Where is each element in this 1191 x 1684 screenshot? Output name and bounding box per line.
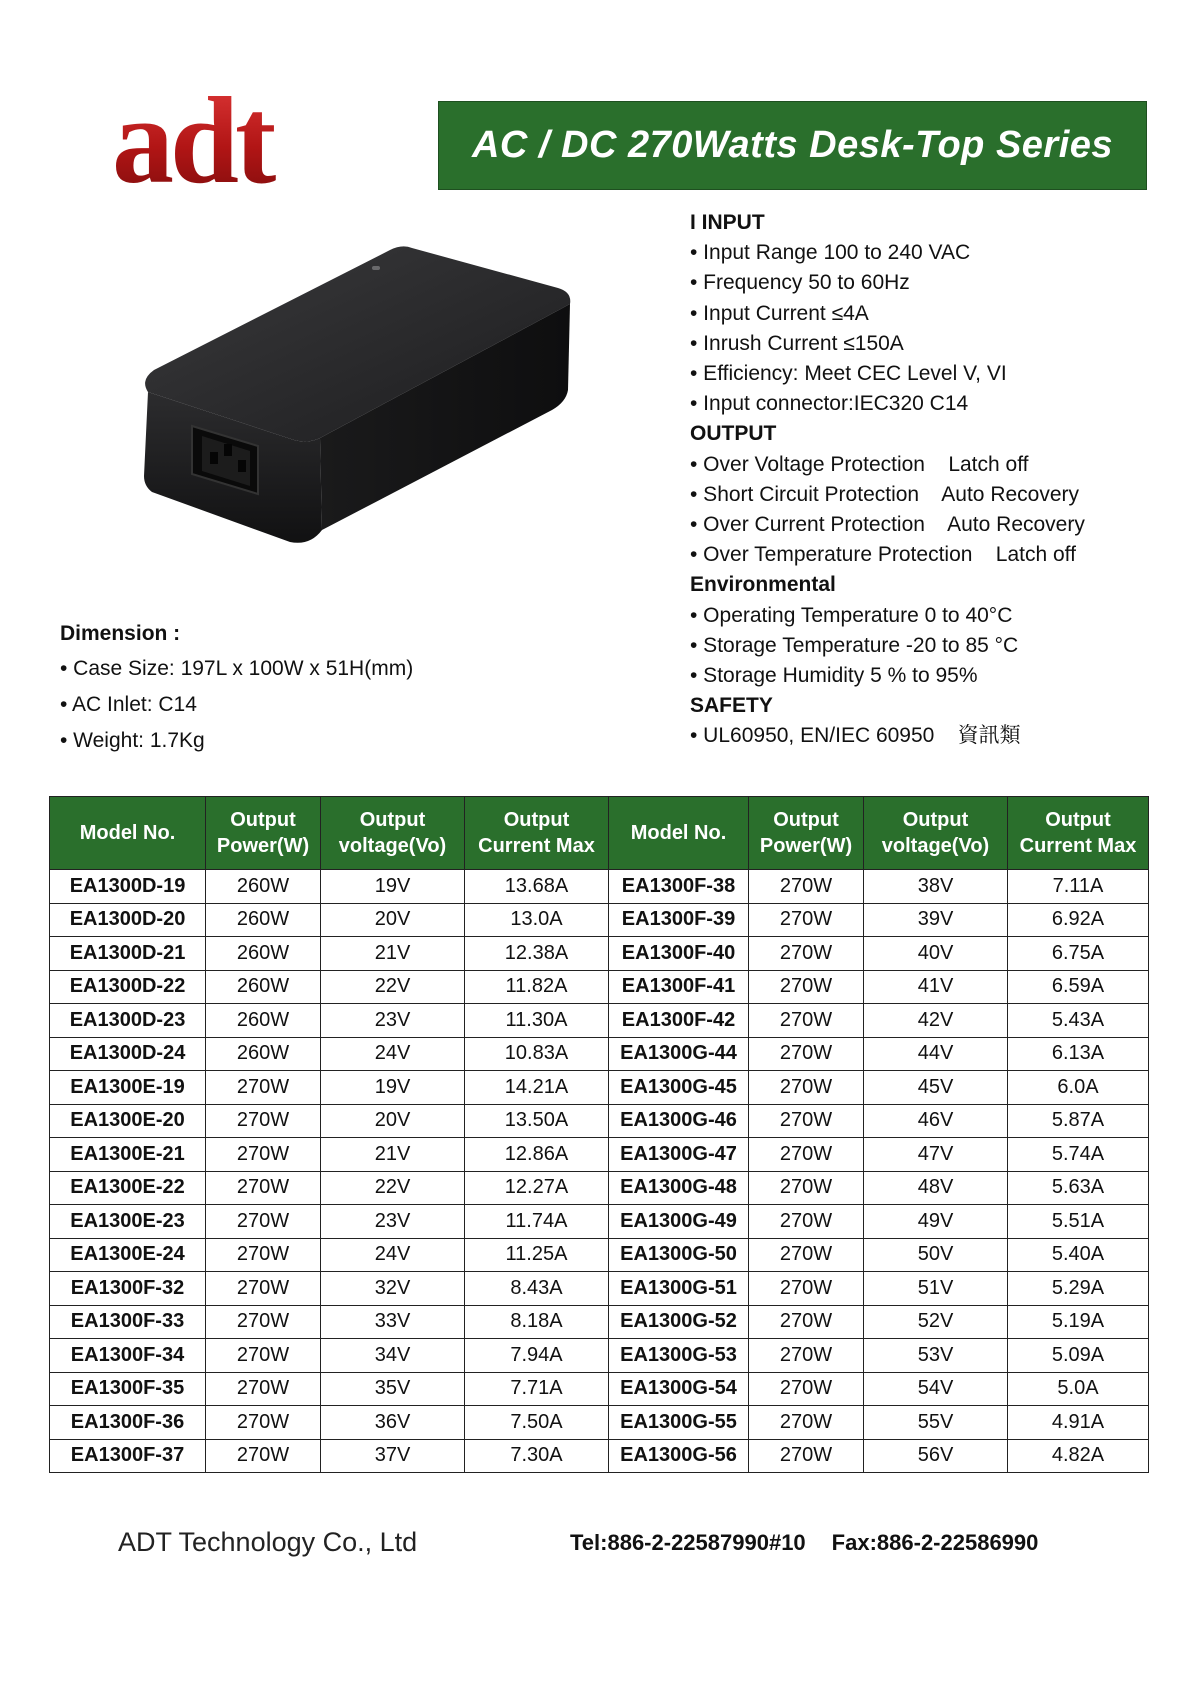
column-header: Output voltage(Vo) (864, 797, 1008, 870)
value-cell: 260W (206, 937, 321, 971)
value-cell: 5.74A (1008, 1138, 1149, 1172)
spec-item: • Input Current ≤4A (690, 301, 869, 325)
adt-logo (112, 76, 352, 206)
table-row (50, 870, 1149, 904)
value-cell: 24V (321, 1238, 465, 1272)
column-header: Output Power(W) (206, 797, 321, 870)
model-cell: EA1300F-42 (609, 1004, 749, 1038)
model-cell: EA1300G-51 (609, 1272, 749, 1306)
spec-item: • Short Circuit Protection Auto Recovery (690, 482, 1080, 506)
column-header: Output Current Max (465, 797, 609, 870)
value-cell: 51V (864, 1272, 1008, 1306)
value-cell: 52V (864, 1305, 1008, 1339)
value-cell: 270W (206, 1272, 321, 1306)
value-cell: 7.50A (465, 1406, 609, 1440)
value-cell: 49V (864, 1205, 1008, 1239)
value-cell: 11.74A (465, 1205, 609, 1239)
dimension-item: • Weight: 1.7Kg (60, 729, 205, 752)
value-cell: 270W (749, 1004, 864, 1038)
company-name: ADT Technology Co., Ltd (118, 1527, 418, 1557)
value-cell: 47V (864, 1138, 1008, 1172)
value-cell: 23V (321, 1205, 465, 1239)
value-cell: 7.11A (1008, 870, 1149, 904)
value-cell: 270W (749, 937, 864, 971)
column-header: Model No. (609, 797, 749, 870)
table-row (50, 1205, 1149, 1239)
value-cell: 50V (864, 1238, 1008, 1272)
table-row (50, 1339, 1149, 1373)
table-row (50, 1406, 1149, 1440)
table-row (50, 1372, 1149, 1406)
model-cell: EA1300F-33 (50, 1305, 206, 1339)
value-cell: 36V (321, 1406, 465, 1440)
model-cell: EA1300E-24 (50, 1238, 206, 1272)
value-cell: 270W (749, 1071, 864, 1105)
table-row (50, 1004, 1149, 1038)
value-cell: 270W (749, 1104, 864, 1138)
column-header: Output voltage(Vo) (321, 797, 465, 870)
column-header: Output Power(W) (749, 797, 864, 870)
value-cell: 270W (749, 1372, 864, 1406)
model-cell: EA1300F-36 (50, 1406, 206, 1440)
model-cell: EA1300F-32 (50, 1272, 206, 1306)
spec-heading: I INPUT (690, 211, 765, 234)
model-cell: EA1300D-21 (50, 937, 206, 971)
value-cell: 32V (321, 1272, 465, 1306)
model-cell: EA1300E-21 (50, 1138, 206, 1172)
value-cell: 53V (864, 1339, 1008, 1373)
value-cell: 270W (749, 903, 864, 937)
value-cell: 7.30A (465, 1439, 609, 1473)
value-cell: 260W (206, 903, 321, 937)
value-cell: 270W (749, 1238, 864, 1272)
spec-item: • Frequency 50 to 60Hz (690, 271, 910, 295)
model-cell: EA1300F-37 (50, 1439, 206, 1473)
value-cell: 5.51A (1008, 1205, 1149, 1239)
value-cell: 5.29A (1008, 1272, 1149, 1306)
value-cell: 270W (206, 1171, 321, 1205)
model-cell: EA1300F-35 (50, 1372, 206, 1406)
table-row (50, 1138, 1149, 1172)
model-cell: EA1300D-23 (50, 1004, 206, 1038)
value-cell: 7.94A (465, 1339, 609, 1373)
value-cell: 5.19A (1008, 1305, 1149, 1339)
spec-item: • Over Temperature Protection Latch off (690, 543, 1076, 567)
value-cell: 24V (321, 1037, 465, 1071)
value-cell: 19V (321, 1071, 465, 1105)
value-cell: 270W (749, 1205, 864, 1239)
title-banner (438, 101, 1147, 190)
table-row (50, 903, 1149, 937)
value-cell: 14.21A (465, 1071, 609, 1105)
spec-item: • Input Range 100 to 240 VAC (690, 241, 971, 265)
value-cell: 48V (864, 1171, 1008, 1205)
specifications-list (690, 208, 1170, 752)
model-cell: EA1300D-24 (50, 1037, 206, 1071)
value-cell: 11.82A (465, 970, 609, 1004)
model-cell: EA1300G-49 (609, 1205, 749, 1239)
value-cell: 6.13A (1008, 1037, 1149, 1071)
spec-item: • Over Current Protection Auto Recovery (690, 513, 1085, 537)
power-adapter-image (140, 230, 580, 600)
value-cell: 270W (206, 1238, 321, 1272)
fax: Fax:886-2-22586990 (831, 1530, 1039, 1555)
value-cell: 270W (206, 1339, 321, 1373)
dimension-item: • AC Inlet: C14 (60, 693, 197, 716)
value-cell: 12.27A (465, 1171, 609, 1205)
column-header: Output Current Max (1008, 797, 1149, 870)
value-cell: 45V (864, 1071, 1008, 1105)
dimension-item: • Case Size: 197L x 100W x 51H(mm) (60, 657, 414, 680)
value-cell: 260W (206, 1004, 321, 1038)
table-row (50, 937, 1149, 971)
value-cell: 41V (864, 970, 1008, 1004)
value-cell: 46V (864, 1104, 1008, 1138)
telephone: Tel:886-2-22587990#10 (570, 1530, 806, 1555)
value-cell: 260W (206, 1037, 321, 1071)
model-cell: EA1300F-41 (609, 970, 749, 1004)
value-cell: 270W (206, 1439, 321, 1473)
value-cell: 6.75A (1008, 937, 1149, 971)
table-row (50, 1238, 1149, 1272)
table-row (50, 1171, 1149, 1205)
table-row (50, 1272, 1149, 1306)
value-cell: 21V (321, 937, 465, 971)
table-row (50, 1305, 1149, 1339)
value-cell: 5.09A (1008, 1339, 1149, 1373)
value-cell: 270W (206, 1406, 321, 1440)
value-cell: 8.18A (465, 1305, 609, 1339)
value-cell: 20V (321, 1104, 465, 1138)
value-cell: 19V (321, 870, 465, 904)
value-cell: 37V (321, 1439, 465, 1473)
value-cell: 33V (321, 1305, 465, 1339)
value-cell: 270W (749, 970, 864, 1004)
value-cell: 12.38A (465, 937, 609, 971)
value-cell: 270W (206, 1205, 321, 1239)
value-cell: 4.91A (1008, 1406, 1149, 1440)
value-cell: 8.43A (465, 1272, 609, 1306)
value-cell: 10.83A (465, 1037, 609, 1071)
contact-info (570, 1530, 1038, 1556)
spec-item: • Efficiency: Meet CEC Level V, VI (690, 362, 1007, 386)
value-cell: 270W (206, 1071, 321, 1105)
dimension-heading: Dimension : (60, 622, 181, 645)
model-cell: EA1300F-34 (50, 1339, 206, 1373)
value-cell: 11.25A (465, 1238, 609, 1272)
value-cell: 55V (864, 1406, 1008, 1440)
table-header-row (50, 797, 1149, 870)
spec-heading: Environmental (690, 573, 836, 597)
value-cell: 5.43A (1008, 1004, 1149, 1038)
value-cell: 270W (206, 1104, 321, 1138)
value-cell: 54V (864, 1372, 1008, 1406)
value-cell: 21V (321, 1138, 465, 1172)
spec-item: • Input connector:IEC320 C14 (690, 392, 969, 416)
value-cell: 270W (749, 1272, 864, 1306)
value-cell: 6.92A (1008, 903, 1149, 937)
spec-heading: SAFETY (690, 694, 773, 718)
model-cell: EA1300D-22 (50, 970, 206, 1004)
value-cell: 23V (321, 1004, 465, 1038)
value-cell: 40V (864, 937, 1008, 971)
value-cell: 6.0A (1008, 1071, 1149, 1105)
model-cell: EA1300G-48 (609, 1171, 749, 1205)
value-cell: 270W (749, 1305, 864, 1339)
table-row (50, 1071, 1149, 1105)
model-cell: EA1300G-50 (609, 1238, 749, 1272)
value-cell: 38V (864, 870, 1008, 904)
value-cell: 270W (749, 1406, 864, 1440)
value-cell: 22V (321, 970, 465, 1004)
spec-item: • Inrush Current ≤150A (690, 331, 904, 355)
value-cell: 5.40A (1008, 1238, 1149, 1272)
model-cell: EA1300E-23 (50, 1205, 206, 1239)
spec-item: • Storage Temperature -20 to 85 °C (690, 633, 1019, 657)
model-cell: EA1300D-20 (50, 903, 206, 937)
value-cell: 270W (749, 1037, 864, 1071)
table-row (50, 1439, 1149, 1473)
value-cell: 34V (321, 1339, 465, 1373)
table-row (50, 1037, 1149, 1071)
page-title: AC / DC 270Watts Desk-Top Series (471, 124, 1114, 166)
value-cell: 35V (321, 1372, 465, 1406)
table-row (50, 970, 1149, 1004)
dimension-section (60, 617, 500, 759)
spec-item: • UL60950, EN/IEC 60950 資訊類 (690, 724, 1021, 748)
model-cell: EA1300G-54 (609, 1372, 749, 1406)
value-cell: 20V (321, 903, 465, 937)
value-cell: 270W (206, 1138, 321, 1172)
model-cell: EA1300F-39 (609, 903, 749, 937)
model-cell: EA1300G-52 (609, 1305, 749, 1339)
value-cell: 270W (206, 1305, 321, 1339)
table-row (50, 1104, 1149, 1138)
value-cell: 270W (749, 1138, 864, 1172)
value-cell: 6.59A (1008, 970, 1149, 1004)
value-cell: 7.71A (465, 1372, 609, 1406)
value-cell: 5.87A (1008, 1104, 1149, 1138)
model-cell: EA1300D-19 (50, 870, 206, 904)
value-cell: 270W (749, 870, 864, 904)
model-cell: EA1300E-19 (50, 1071, 206, 1105)
value-cell: 13.50A (465, 1104, 609, 1138)
value-cell: 4.82A (1008, 1439, 1149, 1473)
spec-item: • Over Voltage Protection Latch off (690, 452, 1029, 476)
value-cell: 260W (206, 870, 321, 904)
value-cell: 5.0A (1008, 1372, 1149, 1406)
value-cell: 270W (749, 1171, 864, 1205)
spec-item: • Operating Temperature 0 to 40°C (690, 603, 1013, 627)
model-cell: EA1300F-38 (609, 870, 749, 904)
value-cell: 44V (864, 1037, 1008, 1071)
value-cell: 5.63A (1008, 1171, 1149, 1205)
value-cell: 270W (749, 1439, 864, 1473)
model-cell: EA1300G-44 (609, 1037, 749, 1071)
value-cell: 11.30A (465, 1004, 609, 1038)
value-cell: 13.0A (465, 903, 609, 937)
value-cell: 270W (749, 1339, 864, 1373)
value-cell: 56V (864, 1439, 1008, 1473)
value-cell: 270W (206, 1372, 321, 1406)
model-cell: EA1300E-22 (50, 1171, 206, 1205)
model-cell: EA1300G-46 (609, 1104, 749, 1138)
spec-heading: OUTPUT (690, 422, 777, 446)
column-header: Model No. (50, 797, 206, 870)
model-cell: EA1300G-47 (609, 1138, 749, 1172)
model-cell: EA1300E-20 (50, 1104, 206, 1138)
value-cell: 13.68A (465, 870, 609, 904)
value-cell: 42V (864, 1004, 1008, 1038)
value-cell: 12.86A (465, 1138, 609, 1172)
spec-item: • Storage Humidity 5 % to 95% (690, 664, 978, 688)
value-cell: 260W (206, 970, 321, 1004)
model-cell: EA1300G-45 (609, 1071, 749, 1105)
value-cell: 22V (321, 1171, 465, 1205)
model-cell: EA1300G-56 (609, 1439, 749, 1473)
logo-text: adt (112, 76, 273, 206)
model-cell: EA1300G-53 (609, 1339, 749, 1373)
model-cell: EA1300F-40 (609, 937, 749, 971)
model-cell: EA1300G-55 (609, 1406, 749, 1440)
value-cell: 39V (864, 903, 1008, 937)
model-table (49, 796, 1149, 1473)
